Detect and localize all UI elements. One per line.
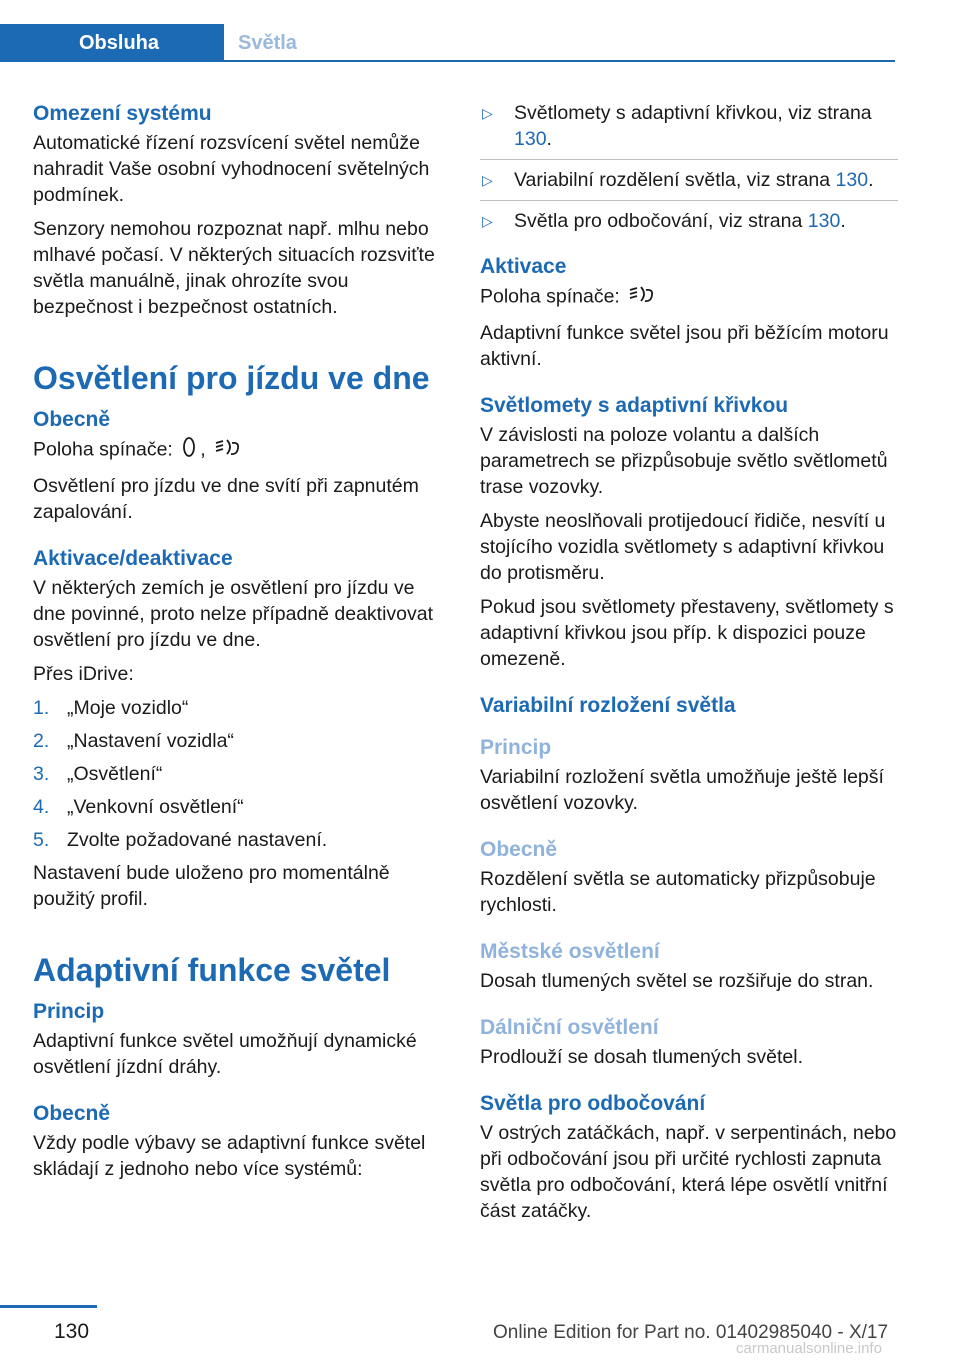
switch-auto-icon (629, 283, 655, 312)
list-item: ▷ Variabilní rozdělení světla, viz strana 130. (482, 169, 874, 191)
mestske-paragraph: Dosah tlumených světel se rozšiřuje do stran. (480, 970, 874, 992)
mestske-subheading: Městské osvětlení (480, 940, 660, 963)
ulozeno-paragraph: Nastavení bude uloženo pro momentálně použitý profil. (33, 862, 390, 910)
idrive-label: Přes iDrive: (33, 663, 134, 685)
header-rule (224, 60, 895, 62)
den-paragraph: Osvětlení pro jízdu ve dne svítí při zapnutém zapalování. (33, 475, 419, 523)
princip-heading: Princip (33, 1000, 105, 1023)
list-item: 4. „Venkovní osvětlení“ (33, 796, 244, 818)
princip-paragraph: Variabilní rozložení světla umožňuje ještě lepší osvětlení vozovky. (480, 766, 884, 814)
list-divider (480, 159, 898, 160)
tab-obsluha[interactable]: Obsluha (0, 24, 224, 62)
omezeni-paragraph-1: Automatické řízení rozsvícení světel nemůže nahradit Vaše osobní vyhodnocení světelných podmínek. (33, 132, 430, 206)
switch-label: Poloha spínače: (33, 438, 173, 461)
obecne-subheading: Obecně (480, 838, 558, 861)
header-tabs (0, 24, 895, 62)
page-number-rule (0, 1305, 97, 1308)
page-ref-link[interactable]: 130 (807, 210, 841, 232)
switch-position-line (33, 436, 443, 465)
obecne-paragraph: Rozdělení světla se automaticky přizpůsobuje rychlosti. (480, 868, 876, 916)
switch-zero-icon (182, 436, 196, 465)
adaptivni-heading: Adaptivní funkce světel (33, 952, 391, 988)
list-item: 1. „Moje vozidlo“ (33, 697, 189, 719)
krivka-paragraph-1: V závislosti na poloze volantu a dalších parametrech se přizpůsobuje světlo světlometů trase vozovky. (480, 424, 888, 498)
list-item: ▷ Světlomety s adaptivní křivkou, viz strana 130. (482, 102, 872, 150)
aktivace-deaktivace-paragraph: V některých zemích je osvětlení pro jízdu ve dne povinné, proto nelze případně deaktivovat osvětlení pro jízdu ve dne. (33, 577, 434, 651)
idrive-steps (33, 695, 443, 853)
aktivace-heading: Aktivace (480, 255, 567, 278)
list-item: 5. Zvolte požadované nastavení. (33, 829, 328, 851)
odbocovani-heading: Světla pro odbočování (480, 1092, 706, 1115)
den-heading: Osvětlení pro jízdu ve dne (33, 360, 430, 396)
left-column (33, 100, 443, 1190)
obecne-heading: Obecně (33, 408, 111, 431)
switch-position-line-right (480, 283, 898, 312)
page-ref-link[interactable]: 130 (514, 128, 547, 150)
krivka-paragraph-2: Abyste neoslňovali protijedoucí řidiče, nesvítí u stojícího vozidla světlomety s adaptivní křivkou do protisměru. (480, 510, 886, 584)
obecne2-paragraph: Vždy podle výbavy se adaptivní funkce světel skládají z jednoho nebo více systémů: (33, 1132, 426, 1180)
watermark: carmanualsonline.info (736, 1340, 882, 1357)
list-divider (480, 200, 898, 201)
obecne2-heading: Obecně (33, 1102, 111, 1125)
page-ref-link[interactable]: 130 (835, 169, 869, 191)
aktivace-paragraph: Adaptivní funkce světel jsou při běžícím motoru aktivní. (480, 322, 889, 370)
dalnicni-subheading: Dálniční osvětlení (480, 1016, 659, 1039)
switch-auto-icon (215, 436, 241, 465)
odbocovani-paragraph: V ostrých zatáčkách, např. v serpentinách, nebo při odbočování jsou při určité rychlosti zapnuta světla pro odbočování, která lépe osvětlí vnitřní část zatáčky. (480, 1122, 897, 1222)
edition-footer: Online Edition for Part no. 01402985040 - X/17 (493, 1322, 889, 1343)
list-item: ▷ Světla pro odbočování, viz strana 130. (482, 210, 846, 232)
omezeni-heading: Omezení systému (33, 102, 212, 125)
aktivace-deaktivace-heading: Aktivace/deaktivace (33, 547, 233, 570)
tab-svetla[interactable]: Světla (238, 32, 297, 54)
adaptive-systems-list (480, 100, 898, 152)
princip-paragraph: Adaptivní funkce světel umožňují dynamické osvětlení jízdní dráhy. (33, 1030, 417, 1078)
dalnicni-paragraph: Prodlouží se dosah tlumených světel. (480, 1046, 804, 1068)
list-item: 2. „Nastavení vozidla“ (33, 730, 234, 752)
switch-separator: , (200, 438, 206, 461)
variabilni-heading: Variabilní rozložení světla (480, 694, 736, 717)
right-column (480, 100, 898, 1232)
princip-subheading: Princip (480, 736, 552, 759)
page-number: 130 (54, 1320, 90, 1343)
krivka-heading: Světlomety s adaptivní křivkou (480, 394, 789, 417)
omezeni-paragraph-2: Senzory nemohou rozpoznat např. mlhu nebo mlhavé počasí. V některých situacích rozsviťte světla manuálně, jinak ohrozíte svou bezpečnost i bezpečnost ostatních. (33, 218, 435, 318)
list-item: 3. „Osvětlení“ (33, 763, 163, 785)
krivka-paragraph-3: Pokud jsou světlomety přestaveny, světlomety s adaptivní křivkou jsou příp. k dispozici pouze omezeně. (480, 596, 894, 670)
switch-label: Poloha spínače: (480, 285, 620, 308)
